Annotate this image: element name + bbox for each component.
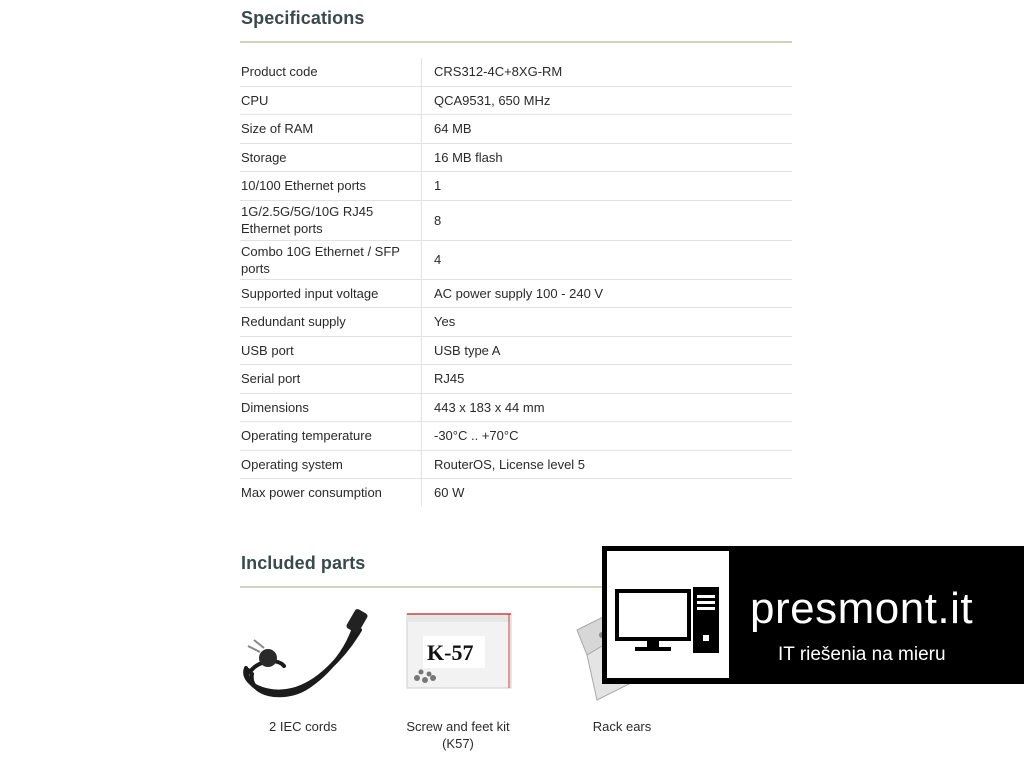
spec-value: USB type A — [422, 336, 793, 364]
part-label: Screw and feet kit (K57) — [406, 719, 510, 751]
specifications-title: Specifications — [241, 8, 365, 28]
spec-key: Supported input voltage — [240, 279, 422, 307]
spec-value: 8 — [422, 200, 793, 240]
spec-key: 1G/2.5G/5G/10G RJ45 Ethernet ports — [240, 200, 422, 240]
spec-row — [240, 86, 792, 114]
bag-label: K-57 — [427, 640, 474, 665]
computer-icon — [607, 551, 729, 678]
spec-row — [240, 421, 792, 450]
spec-key: Product code — [240, 58, 422, 86]
spec-value: 60 W — [434, 484, 465, 500]
included-parts-title: Included parts — [241, 553, 366, 573]
spec-row — [240, 58, 792, 86]
spec-key: Operating temperature — [240, 421, 422, 450]
spec-row — [240, 171, 792, 200]
spec-row — [240, 279, 792, 307]
part-label: Rack ears — [592, 719, 652, 734]
power-cord-image — [238, 600, 368, 710]
brand-tagline: IT riešenia na mieru — [778, 644, 946, 665]
spec-row — [240, 336, 792, 364]
spec-row — [240, 307, 792, 336]
spec-value: 1 — [422, 171, 793, 200]
spec-key: Dimensions — [240, 393, 422, 421]
spec-row — [240, 478, 792, 506]
spec-key: Serial port — [240, 364, 422, 393]
screw-kit-image — [393, 600, 523, 710]
presmont-watermark — [602, 546, 1024, 684]
spec-value: -30°C .. +70°C — [422, 421, 793, 450]
spec-row — [240, 114, 792, 143]
part-iec-cords — [238, 600, 368, 735]
brand-name: presmont.it — [750, 584, 974, 633]
spec-row — [240, 393, 792, 421]
spec-value: RJ45 — [422, 364, 793, 393]
spec-key: CPU — [240, 86, 422, 114]
spec-row — [240, 200, 792, 240]
spec-key: 10/100 Ethernet ports — [240, 171, 422, 200]
spec-key: Size of RAM — [240, 114, 422, 143]
spec-value: 4 — [422, 240, 793, 279]
spec-key: Max power consumption — [240, 478, 422, 506]
spec-key: Redundant supply — [240, 307, 422, 336]
spec-value: AC power supply 100 - 240 V — [422, 279, 793, 307]
spec-value: 16 MB flash — [422, 143, 793, 171]
spec-key: Storage — [240, 143, 422, 171]
part-label: 2 IEC cords — [269, 719, 337, 734]
spec-row — [240, 364, 792, 393]
spec-value: QCA9531, 650 MHz — [422, 86, 793, 114]
spec-value: 64 MB — [422, 114, 793, 143]
spec-value: 443 x 183 x 44 mm — [422, 393, 793, 421]
spec-key: Operating system — [240, 450, 422, 478]
specifications-table — [240, 58, 792, 506]
spec-row — [240, 450, 792, 478]
spec-row — [240, 143, 792, 171]
spec-value: CRS312-4C+8XG-RM — [422, 58, 793, 86]
spec-row — [240, 240, 792, 279]
spec-value: Yes — [422, 307, 793, 336]
specifications-divider — [240, 41, 792, 43]
spec-key: USB port — [240, 336, 422, 364]
part-screw-kit — [393, 600, 523, 752]
spec-value: RouterOS, License level 5 — [422, 450, 793, 478]
spec-key: Combo 10G Ethernet / SFP ports — [240, 240, 422, 279]
